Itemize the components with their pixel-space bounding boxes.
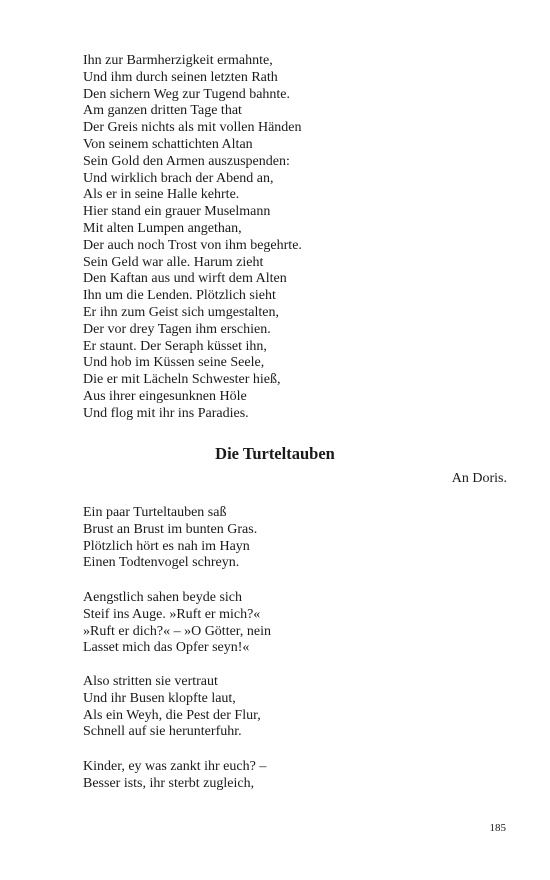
- verse-line: Sein Gold den Armen auszuspenden:: [83, 153, 290, 169]
- verse-line: Steif ins Auge. »Ruft er mich?«: [83, 606, 261, 622]
- verse-line: Und hob im Küssen seine Seele,: [83, 355, 265, 371]
- verse-line: Und flog mit ihr ins Paradies.: [83, 405, 249, 421]
- stanza: [83, 505, 513, 572]
- poem-title: Die Turteltauben: [215, 444, 335, 463]
- verse-line: Plötzlich hört es nah im Hayn: [83, 538, 250, 554]
- verse-line: Der Greis nichts als mit vollen Händen: [83, 120, 302, 136]
- verse-line: Ihn zur Barmherzigkeit ermahnte,: [83, 53, 273, 68]
- verse-line: Und ihr Busen klopfte laut,: [83, 690, 236, 706]
- verse-line: Der auch noch Trost von ihm begehrte.: [83, 237, 302, 253]
- verse-line: Aus ihrer eingesunknen Höle: [83, 388, 247, 404]
- verse-line: Ihn um die Lenden. Plötzlich sieht: [83, 288, 276, 304]
- verse-line: Also stritten sie vertraut: [83, 674, 218, 689]
- poem-dedication: An Doris.: [451, 471, 507, 486]
- verse-line: Sein Geld war alle. Harum zieht: [83, 254, 264, 270]
- verse-line: Als ein Weyh, die Pest der Flur,: [83, 707, 261, 723]
- verse-line: Einen Todtenvogel schreyn.: [83, 555, 240, 571]
- verse-line: Den Kaftan aus und wirft dem Alten: [83, 271, 287, 287]
- verse-line: »Ruft er dich?« – »O Götter, nein: [83, 623, 272, 639]
- verse-line: Am ganzen dritten Tage that: [83, 103, 242, 119]
- verse-line: Und wirklich brach der Abend an,: [83, 170, 274, 186]
- stanza: [83, 53, 513, 423]
- verse-line: Ein paar Turteltauben saß: [83, 505, 227, 520]
- verse-line: Er staunt. Der Seraph küsset ihn,: [83, 338, 267, 354]
- verse-line: Kinder, ey was zankt ihr euch? –: [83, 759, 267, 774]
- page-number: 185: [489, 822, 506, 834]
- stanza: [83, 590, 513, 657]
- verse-line: Die er mit Lächeln Schwester hieß,: [83, 372, 281, 388]
- verse-line: Als er in seine Halle kehrte.: [83, 187, 240, 203]
- verse-line: Besser ists, ihr sterbt zugleich,: [83, 775, 255, 791]
- verse-line: Der vor drey Tagen ihm erschien.: [83, 321, 271, 337]
- verse-line: Schnell auf sie herunterfuhr.: [83, 724, 242, 740]
- verse-line: Und ihm durch seinen letzten Rath: [83, 69, 278, 85]
- stanza: [83, 674, 513, 741]
- verse-line: Lasset mich das Opfer seyn!«: [83, 640, 250, 656]
- verse-line: Den sichern Weg zur Tugend bahnte.: [83, 86, 291, 102]
- verse-line: Brust an Brust im bunten Gras.: [83, 521, 258, 537]
- verse-line: Aengstlich sahen beyde sich: [83, 590, 243, 605]
- verse-line: Hier stand ein grauer Muselmann: [83, 204, 271, 220]
- verse-line: Er ihn zum Geist sich umgestalten,: [83, 304, 279, 320]
- verse-line: Von seinem schattichten Altan: [83, 136, 253, 152]
- stanza: [83, 759, 513, 793]
- verse-line: Mit alten Lumpen angethan,: [83, 220, 242, 236]
